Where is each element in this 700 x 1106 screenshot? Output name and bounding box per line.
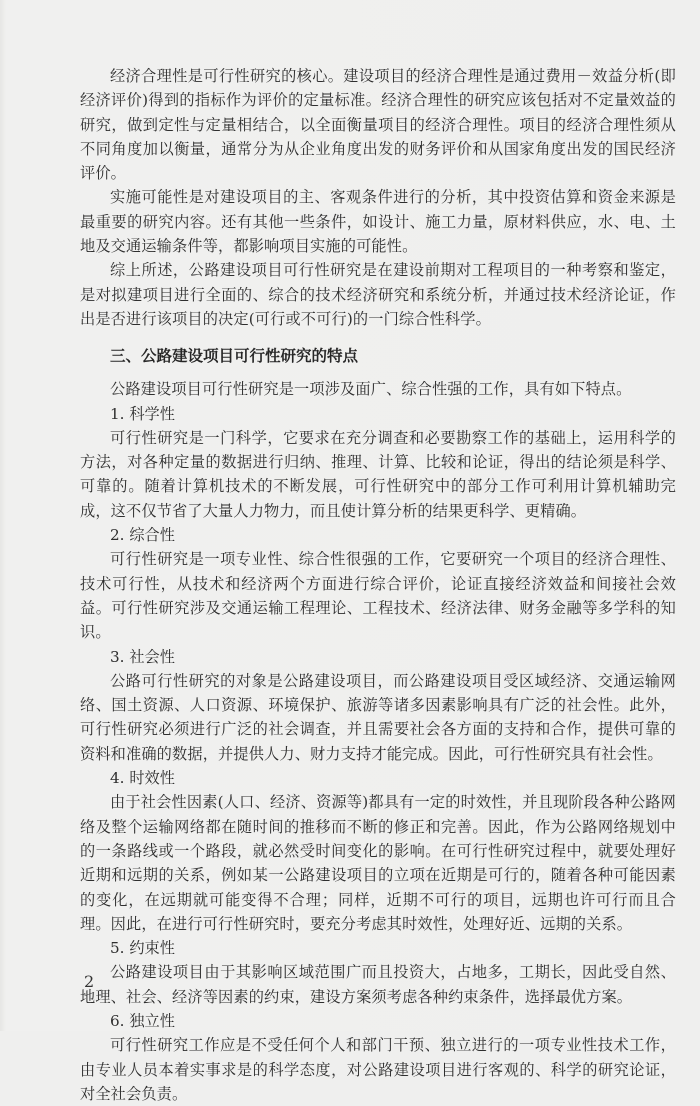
page-number: 2 xyxy=(84,972,95,991)
feature-body: 可行性研究是一门科学，它要求在充分调查和必要勘察工作的基础上，运用科学的方法，对各种定量的数据进行归纳、推理、计算、比较和论证，得出的结论须是科学、可靠的。随着计算机技术的不断发展，可行性研究中的部分工作可利用计算机辅助完成，这不仅节省了大量人力物力，而且使计算分析的结果更科学、更精确。 xyxy=(80,428,676,520)
feature-item-timeliness xyxy=(80,766,676,936)
feature-title: 5. 约束性 xyxy=(110,939,175,958)
feature-body: 公路可行性研究的对象是公路建设项目，而公路建设项目受区域经济、交通运输网络、国土资源、人口资源、环境保护、旅游等诸多因素影响具有广泛的社会性。此外，可行性研究必须进行广泛的社会调查，并且需要社会各方面的支持和合作，提供可靠的资料和准确的数据，并提供人力、财力支持才能完成。因此，可行性研究具有社会性。 xyxy=(80,671,676,763)
section-heading: 三、公路建设项目可行性研究的特点 xyxy=(110,347,359,366)
feature-body: 可行性研究是一项专业性、综合性很强的工作，它要研究一个项目的经济合理性、技术可行性，从技术和经济两个方面进行综合评价，论证直接经济效益和间接社会效益。可行性研究涉及交通运输工程理论、工程技术、经济法律、财务金融等多学科的知识。 xyxy=(80,550,676,642)
feature-item-independence xyxy=(80,1009,676,1106)
feature-title: 3. 社会性 xyxy=(110,647,175,666)
feature-item-comprehensive xyxy=(80,523,676,644)
feature-body: 公路建设项目由于其影响区域范围广而且投资大，占地多，工期长，因此受自然、地理、社会、经济等因素的约束，建设方案须考虑各种约束条件，选择最优方案。 xyxy=(80,963,676,1006)
feature-title: 4. 时效性 xyxy=(110,769,175,788)
feature-title: 2. 综合性 xyxy=(110,526,175,545)
feature-body: 可行性研究工作应是不受任何个人和部门干预、独立进行的一项专业性技术工作，由专业人员本着实事求是的科学态度，对公路建设项目进行客观的、科学的研究论证，对全社会负责。 xyxy=(80,1036,676,1103)
feature-body: 由于社会性因素(人口、经济、资源等)都具有一定的时效性，并且现阶段各种公路网络及整个运输网络都在随时间的推移而不断的修正和完善。因此，作为公路网络规划中的一条路线或一个路段，就必然受时间变化的影响。在可行性研究过程中，就要处理好近期和远期的关系，例如某一公路建设项目的立项在近期是可行的，随着各种可能因素的变化，在远期就可能变得不合理；同样，近期不可行的项目，远期也许可行而且合理。因此，在进行可行性研究时，要充分考虑其时效性，处理好近、远期的关系。 xyxy=(80,793,676,933)
feature-item-social xyxy=(80,645,676,766)
section-lead-paragraph: 公路建设项目可行性研究是一项涉及面广、综合性强的工作，具有如下特点。 xyxy=(110,380,632,399)
paragraph-economic-rationality: 经济合理性是可行性研究的核心。建设项目的经济合理性是通过费用－效益分析(即经济评价)得到的指标作为评价的定量标准。经济合理性的研究应该包括对不定量效益的研究，做到定性与定量相结合，以全面衡量项目的经济合理性。项目的经济合理性须从不同角度加以衡量，通常分为从企业角度出发的财务评价和从国家角度出发的国民经济评价。 xyxy=(80,67,676,183)
paragraph-implementation-feasibility: 实施可能性是对建设项目的主、客观条件进行的分析，其中投资估算和资金来源是最重要的研究内容。还有其他一些条件，如设计、施工力量，原材料供应，水、电、土地及交通运输条件等，都影响项目实施的可能性。 xyxy=(80,188,676,256)
feature-item-constraint xyxy=(80,936,676,1009)
feature-title: 6. 独立性 xyxy=(110,1011,175,1030)
feature-item-scientific xyxy=(80,402,676,523)
paragraph-summary: 综上所述，公路建设项目可行性研究是在建设前期对工程项目的一种考察和鉴定，是对拟建项目进行全面的、综合的技术经济研究和系统分析，并通过技术经济论证，作出是否进行该项目的决定(可行或不可行)的一门综合性科学。 xyxy=(80,261,676,328)
feature-title: 1. 科学性 xyxy=(110,404,175,423)
